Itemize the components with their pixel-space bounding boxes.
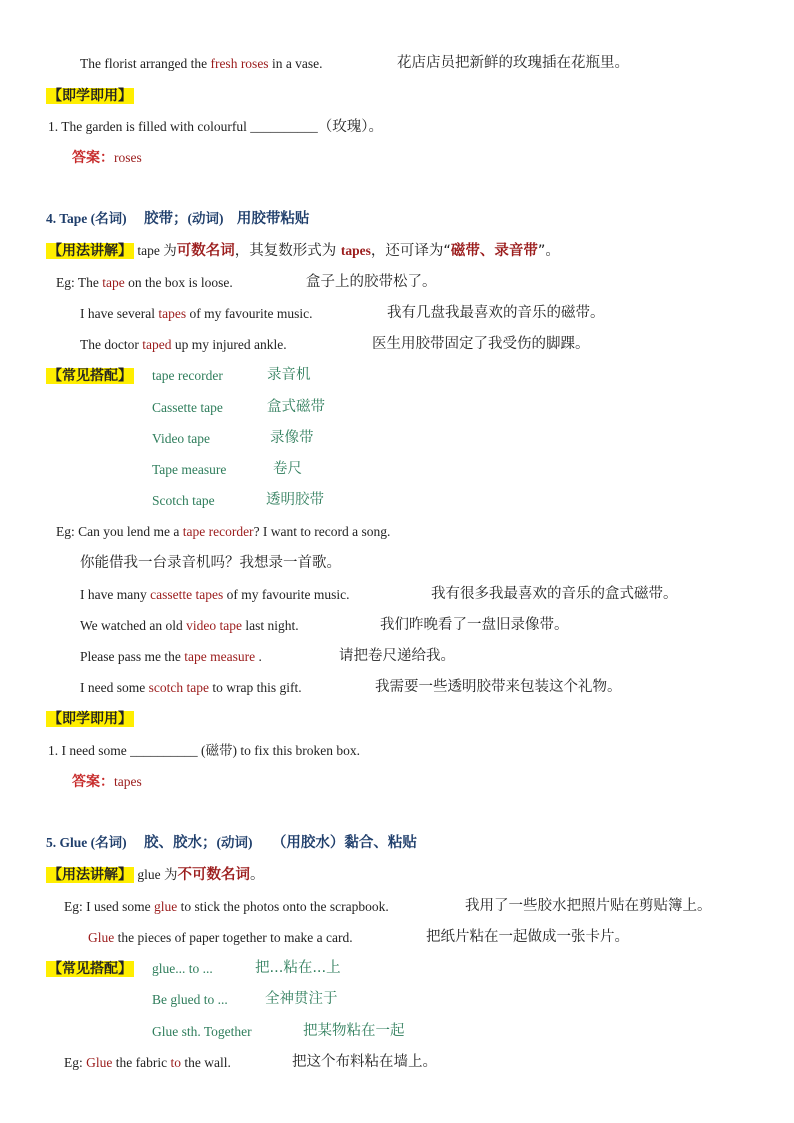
example-text: Can you lend me a [74,524,183,539]
example-text: the wall. [180,1055,231,1070]
example-text: ? I want to record a song. [253,524,391,539]
example-text: We watched an old [80,618,187,633]
word-meaning: 胶带； [144,211,188,227]
part-of-speech: (动词) [187,211,224,226]
collocation-tag: 【常见搭配】 [48,961,132,977]
highlight-word: tape recorder [182,524,254,539]
word-heading: 5. Glue (名词) [46,835,127,850]
tape-example-3-translation: 医生用胶带固定了我受伤的脚踝。 [372,336,590,352]
tape-example-4 [56,522,390,542]
tape-answer [72,772,142,792]
eg-label: Eg: [56,275,75,290]
example-text: last night. [241,618,299,633]
answer-value: roses [114,150,142,165]
collocation-en: Glue sth. Together [152,1024,252,1039]
eg-label: Eg: [56,524,75,539]
usage-text: ，还可译为“ [370,243,451,259]
example-text: Please pass me the [80,649,185,664]
tape-example-1 [56,273,233,293]
example-text: on the box is loose. [124,275,233,290]
example-text: of my favourite music. [223,587,350,602]
rose-practice-heading [46,86,134,106]
glue-example-3 [64,1053,231,1073]
example-text: I have many [80,587,151,602]
collocation-zh: 盒式磁带 [267,399,325,415]
collocation-en: Tape measure [152,462,227,477]
rose-answer [72,148,142,168]
tape-example-5-translation: 我有很多我最喜欢的音乐的盒式磁带。 [431,586,678,602]
part-of-speech: (动词) [216,835,253,850]
tape-usage-line [46,241,560,261]
answer-blank: __________ [130,743,198,758]
highlight-word: video tape [186,618,242,633]
practice-tag: 【即学即用】 [48,711,132,727]
tape-example-5 [80,585,350,605]
collocation-en: Cassette tape [152,400,223,415]
example-text: to stick the photos onto the scrapbook. [177,899,389,914]
example-text: the fabric [112,1055,171,1070]
glue-collocation-tag-line [46,959,134,979]
tape-example-3 [80,335,287,355]
example-text: . [255,649,262,664]
eg-label: Eg: [64,899,83,914]
example-text: in a vase. [268,56,323,71]
example-text: The florist arranged the [80,56,211,71]
word-meaning: （用胶水）黏合、粘贴 [271,835,417,851]
example-text: I used some [82,899,154,914]
tape-example-8-translation: 我需要一些透明胶带来包装这个礼物。 [375,679,622,695]
question-text: (磁带) to fix this broken box. [197,743,360,758]
collocation-zh: 把某物粘在一起 [303,1023,405,1039]
glue-example-1 [64,897,389,917]
usage-highlight: 不可数名词 [177,867,250,883]
glue-usage-line [46,865,265,885]
example-text: I need some [80,680,149,695]
tape-example-8 [80,678,302,698]
tape-example-2-translation: 我有几盘我最喜欢的音乐的磁带。 [387,305,605,321]
tape-practice-heading [46,709,134,729]
example-text: I have several [80,306,159,321]
collocation-en: tape recorder [152,368,223,383]
example-text: of my favourite music. [186,306,313,321]
example-text: The [74,275,103,290]
glue-example-2 [88,928,353,948]
usage-tag: 【用法讲解】 [48,867,132,883]
highlight-word: glue [154,899,178,914]
practice-tag: 【即学即用】 [48,88,132,104]
collocation-en: Scotch tape [152,493,215,508]
collocation-en: Video tape [152,431,211,446]
collocation-zh: 卷尺 [273,461,302,477]
rose-question-1 [48,117,383,137]
word-meaning: 胶、胶水； [144,835,217,851]
word-heading: 4. Tape (名词) [46,211,127,226]
question-hint: （玫瑰）。 [317,119,383,135]
tape-example-6 [80,616,299,636]
tape-example-1-translation: 盒子上的胶带松了。 [306,274,437,290]
example-text: to wrap this gift. [208,680,302,695]
glue-example-2-translation: 把纸片粘在一起做成一张卡片。 [426,929,629,945]
tape-example-6-translation: 我们昨晚看了一盘旧录像带。 [380,617,569,633]
tape-example-4-translation: 你能借我一台录音机吗？我想录一首歌。 [80,555,341,571]
answer-value: tapes [114,774,142,789]
answer-blank: __________ [250,119,318,134]
tape-example-2 [80,304,312,324]
collocation-zh: 录音机 [267,367,311,383]
answer-label: 答案： [72,150,114,166]
usage-text: ”。 [537,243,560,259]
highlight-word: Glue [86,1055,113,1070]
collocation-zh: 把...粘在...上 [255,960,341,976]
example-text: the pieces of paper together to make a card. [114,930,353,945]
rose-example-translation: 花店店员把新鲜的玫瑰插在花瓶里。 [397,55,629,71]
question-text: 1. I need some [48,743,131,758]
word-meaning: 用胶带粘贴 [236,211,310,227]
highlight-word: tape [102,275,125,290]
example-text: up my injured ankle. [171,337,287,352]
collocation-zh: 全神贯注于 [265,991,338,1007]
usage-text: tape 为 [134,243,177,258]
usage-text: glue 为 [134,867,178,882]
tape-example-7-translation: 请把卷尺递给我。 [339,648,455,664]
collocation-en: glue... to ... [152,961,213,976]
tape-example-7 [80,647,262,667]
highlight-word: cassette tapes [150,587,224,602]
tape-heading [46,209,309,229]
highlight-word: scotch tape [148,680,209,695]
highlight-word: Glue [88,930,115,945]
highlight-word: taped [142,337,172,352]
collocation-tag: 【常见搭配】 [48,368,132,384]
example-text: The doctor [80,337,143,352]
tape-collocation-tag-line [46,366,134,386]
tape-question-1 [48,741,360,761]
collocation-en: Be glued to ... [152,992,228,1007]
usage-highlight: tapes [340,243,371,258]
collocation-zh: 录像带 [270,430,314,446]
glue-example-1-translation: 我用了一些胶水把照片贴在剪贴簿上。 [465,898,712,914]
highlight-word: tape measure [184,649,256,664]
usage-tag: 【用法讲解】 [48,243,132,259]
glue-heading [46,833,417,853]
question-text: 1. The garden is filled with colourful [48,119,251,134]
highlight-word: fresh roses [210,56,269,71]
highlight-word: tapes [158,306,187,321]
usage-text: ，其复数形式为 [234,243,341,259]
collocation-zh: 透明胶带 [266,492,324,508]
highlight-word: to [170,1055,181,1070]
answer-label: 答案： [72,774,114,790]
usage-text: 。 [250,867,265,883]
eg-label: Eg: [64,1055,83,1070]
usage-highlight: 磁带、录音带 [450,243,538,259]
rose-example-line [80,54,323,74]
usage-highlight: 可数名词 [176,243,235,259]
glue-example-3-translation: 把这个布料粘在墙上。 [292,1054,437,1070]
